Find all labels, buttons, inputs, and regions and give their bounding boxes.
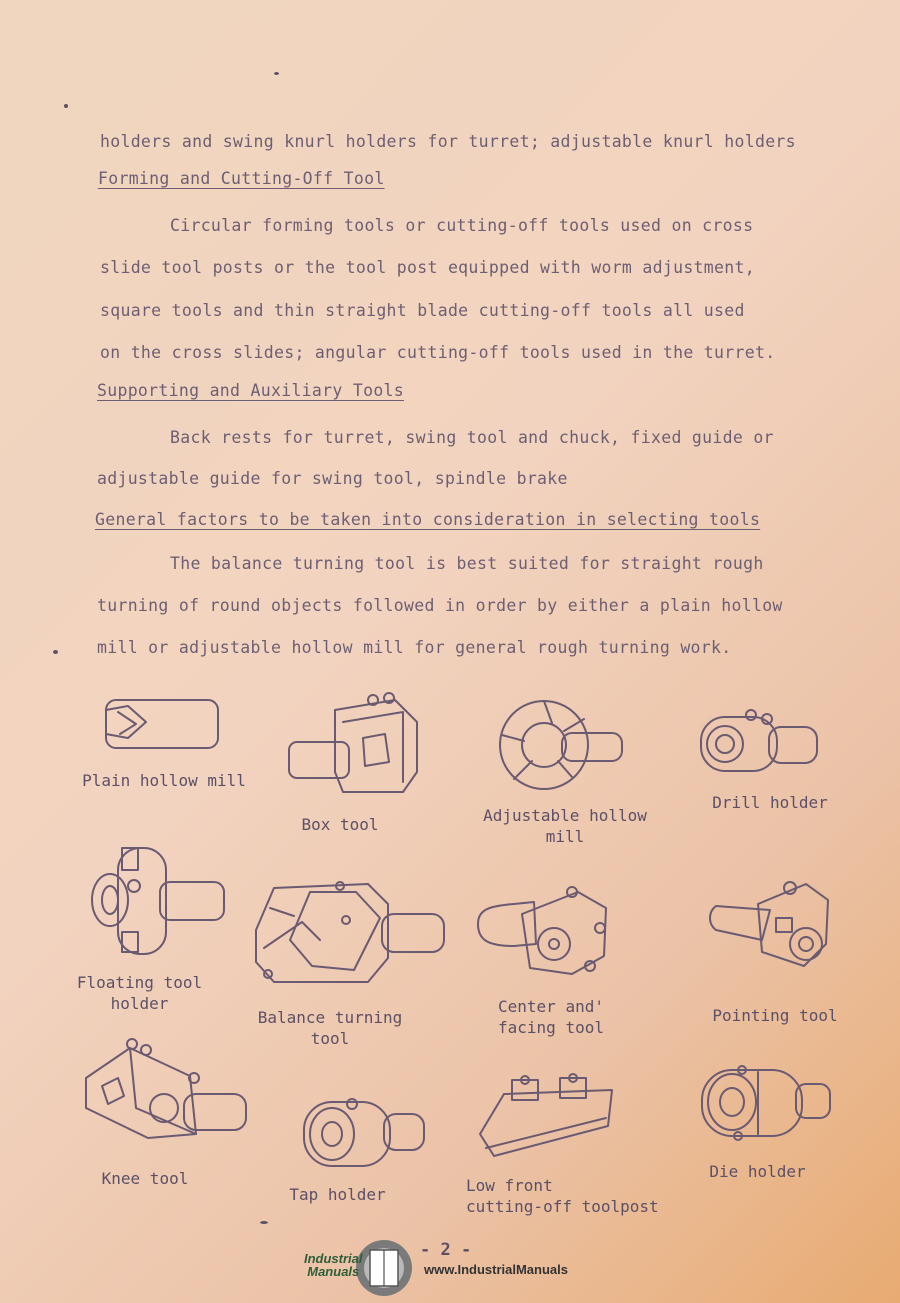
pointing-tool-drawing <box>706 878 831 973</box>
figure-caption: Drill holder <box>712 793 828 812</box>
text-line: Circular forming tools or cutting-off tools used on cross <box>170 216 754 235</box>
box-tool-drawing <box>285 692 425 802</box>
text-line: holders and swing knurl holders for turret; adjustable knurl holders <box>100 132 796 151</box>
knee-tool-drawing <box>80 1038 250 1143</box>
text-line: Back rests for turret, swing tool and chuck, fixed guide or <box>170 428 774 447</box>
figure-caption: Balance turning tool <box>257 1008 403 1048</box>
website-link[interactable]: www.IndustrialManuals <box>424 1262 568 1277</box>
section-heading-supporting: Supporting and Auxiliary Tools <box>97 381 405 400</box>
figure-caption: Low front cutting-off toolpost <box>466 1176 659 1216</box>
balance-turning-tool-drawing <box>250 878 450 988</box>
figure-caption: Center and' facing tool <box>498 997 604 1037</box>
text-line: mill or adjustable hollow mill for general rough turning work. <box>97 638 732 657</box>
figure-caption: Plain hollow mill <box>82 771 246 790</box>
plain-hollow-mill-drawing <box>98 692 228 756</box>
paper-speck <box>64 104 68 108</box>
paper-speck <box>53 650 58 654</box>
logo-text: Industrial Manuals <box>304 1251 363 1279</box>
figure-caption: Box tool <box>301 815 379 834</box>
figure-caption: Tap holder <box>289 1185 386 1204</box>
text-line: adjustable guide for swing tool, spindle brake <box>97 469 568 488</box>
paper-speck <box>260 1221 268 1224</box>
figure-caption: Die holder <box>709 1162 806 1181</box>
text-line: The balance turning tool is best suited for straight rough <box>170 554 764 573</box>
text-line: slide tool posts or the tool post equipped with worm adjustment, <box>100 258 755 277</box>
die-holder-drawing <box>698 1064 833 1144</box>
figure-caption: Floating tool holder <box>76 973 203 1013</box>
section-heading-general-factors: General factors to be taken into consideration in selecting tools <box>95 510 761 529</box>
section-heading-forming: Forming and Cutting-Off Tool <box>98 169 385 188</box>
figure-caption: Knee tool <box>101 1169 189 1188</box>
text-line: on the cross slides; angular cutting-off tools used in the turret. <box>100 343 776 362</box>
figure-caption: Pointing tool <box>712 1006 838 1025</box>
industrial-manuals-logo <box>300 1236 420 1300</box>
tap-holder-drawing <box>300 1094 428 1172</box>
figure-caption: Adjustable hollow mill <box>483 806 647 846</box>
page-number: - 2 - <box>420 1240 472 1260</box>
drill-holder-drawing <box>695 705 823 777</box>
paper-speck <box>274 72 279 75</box>
text-line: turning of round objects followed in order by either a plain hollow <box>97 596 783 615</box>
floating-tool-holder-drawing <box>88 842 228 962</box>
adjustable-hollow-mill-drawing <box>492 695 627 795</box>
low-front-toolpost-drawing <box>476 1072 618 1162</box>
text-line: square tools and thin straight blade cutting-off tools all used <box>100 301 745 320</box>
center-facing-tool-drawing <box>474 884 614 979</box>
